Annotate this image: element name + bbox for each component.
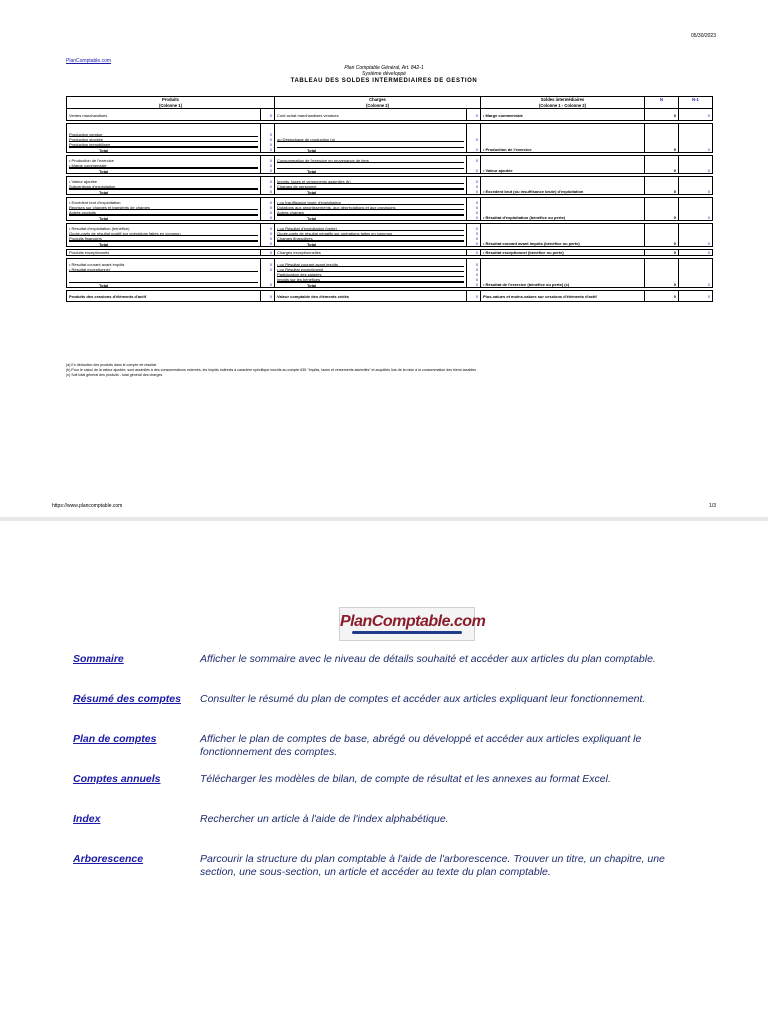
arborescence-link[interactable]: Arborescence (73, 853, 144, 865)
table-row: Produits des cessions d'éléments d'actif 0 Valeur comptable des éléments cédés 0 Plus-values et moins-values sur cessions d'éléments d'actif 0 0 (67, 291, 713, 302)
comptes-annuels-link[interactable]: Comptes annuels (73, 773, 161, 785)
plancomptable-logo[interactable]: PlanComptable.com (339, 607, 475, 641)
resume-des-comptes-link[interactable]: Résumé des comptes (73, 693, 181, 705)
table-row: Ventes marchandises 0 Coût achat marchandises vendues 0 • Marge commerciale 0 0 (67, 109, 713, 121)
print-date: 05/30/2023 (690, 33, 716, 39)
col-header-soldes: Soldes intermédiaires (Colonne 1 - Colonne 2) (481, 97, 645, 109)
footnote-c: (c) Soit total général des produits - total général des charges (66, 373, 163, 377)
table-row: Produits exceptionnels 0 Charges exceptionnelles 0 • Résultat exceptionnel (bénéfice ou perte) 0 0 (67, 250, 713, 256)
col-header-charges: Charges (Colonne 2) (275, 97, 481, 109)
index-description: Rechercher un article à l'aide de l'index alphabétique. (200, 813, 449, 825)
table-row: • Production de l'exercice • Marge commerciale Total 0 0 0 Consommation de l'exercice en provenance de tiers Total 0 0 • Valeur ajoutée 0 0 (67, 156, 713, 174)
col-header-n1: N-1 (679, 97, 713, 109)
table-row: • Excédent brut d'exploitation Reprises sur charges et transferts de charges Autres produits Total 0 0 0 0 • ou Insuffisance brute d'exploitation Dotations aux amortissements, aux dépréciations et aux provisions Autres charges Total 0 0 0 0 • Résultat d'exploitation (bénéfice ou perte) 0 0 (67, 198, 713, 221)
footer-url: https://www.plancomptable.com (52, 503, 123, 509)
table-row: • Résultat courant avant impôts • Résultat exceptionnel Total 0 0 0 • ou Résultat courant avant impôts • ou Résultat exceptionnel Participation des salariés Impôts sur les bénéfices Total 0 0 0 0 0 • Résultat de l'exercice (bénéfice ou perte) (c) 0 0 (67, 259, 713, 288)
header-system: Système développé (362, 71, 406, 77)
footnote-a: (a) En déduction des produits dans le compte de résultat (66, 363, 157, 367)
index-link[interactable]: Index (73, 813, 101, 825)
logo-swoosh (352, 631, 462, 634)
arborescence-description: Parcourir la structure du plan comptable à l'aide de l'arborescence. Trouver un titre, un chapitre, une section, une sous-section, un article et accéder au texte du plan comptable. (200, 853, 665, 878)
header-article: Plan Comptable Général, Art. 842-1 (344, 65, 424, 71)
col-header-produits: Produits (Colonne 1) (67, 97, 275, 109)
page-2 (0, 521, 768, 1024)
document-header (0, 65, 768, 84)
footnote-b: (b) Pour le calcul de la valeur ajoutée, sont assimilés à des consommations externes, les impôts indirects à caractère spécifique inscrits au compte 635 "Impôts, taxes et versements assimilés" et acquittés lors de la mise à la consommation des biens taxables (66, 368, 477, 372)
page-title: TABLEAU DES SOLDES INTERMEDIAIRES DE GESTION (290, 78, 478, 84)
sommaire-link[interactable]: Sommaire (73, 653, 124, 665)
col-header-n: N (645, 97, 679, 109)
sommaire-description: Afficher le sommaire avec le niveau de détails souhaité et accéder aux articles du plan comptable. (200, 653, 656, 665)
plancomptable-link[interactable]: PlanComptable.com (66, 58, 112, 64)
footer-page-number: 1/3 (709, 503, 716, 509)
table-row: • Valeur ajoutée Subventions d'exploitation Total 0 0 0 Impôts, taxes et versements assimilés (b) Charges de personnel Total 0 0 0 • Excédent brut (ou insuffisance brute) d'exploitation 0 0 (67, 177, 713, 195)
footnotes (66, 363, 476, 378)
plan-de-comptes-link[interactable]: Plan de comptes (73, 733, 157, 745)
table-row: Production vendue Production stockée Production immobilisée Total 0 0 0 0 ou Déstockage de production (a) Total 0 0 • Production de l'exercice 0 0 (67, 124, 713, 153)
table-row: • Résultat d'exploitation (bénéfice) Quote-parts de résultat positif sur opérations faites en commun Produits financiers Total 0 0 0 0 • ou Résultat d'exploitation (perte) Quote-parts de résultat négatifs sur opérations faites en commun Charges financières Total 0 0 0 0 • Résultat courant avant impôts (bénéfice ou perte) 0 0 (67, 224, 713, 247)
comptes-annuels-description: Télécharger les modèles de bilan, de compte de résultat et les annexes au format Excel. (200, 773, 611, 785)
sig-table (66, 96, 713, 302)
table-header-row (67, 97, 713, 109)
plan-description: Afficher le plan de comptes de base, abrégé ou développé et accéder aux articles expliquant le fonctionnement des comptes. (200, 733, 642, 758)
resume-description: Consulter le résumé du plan de comptes et accéder aux articles expliquant leur fonctionnement. (200, 693, 646, 705)
